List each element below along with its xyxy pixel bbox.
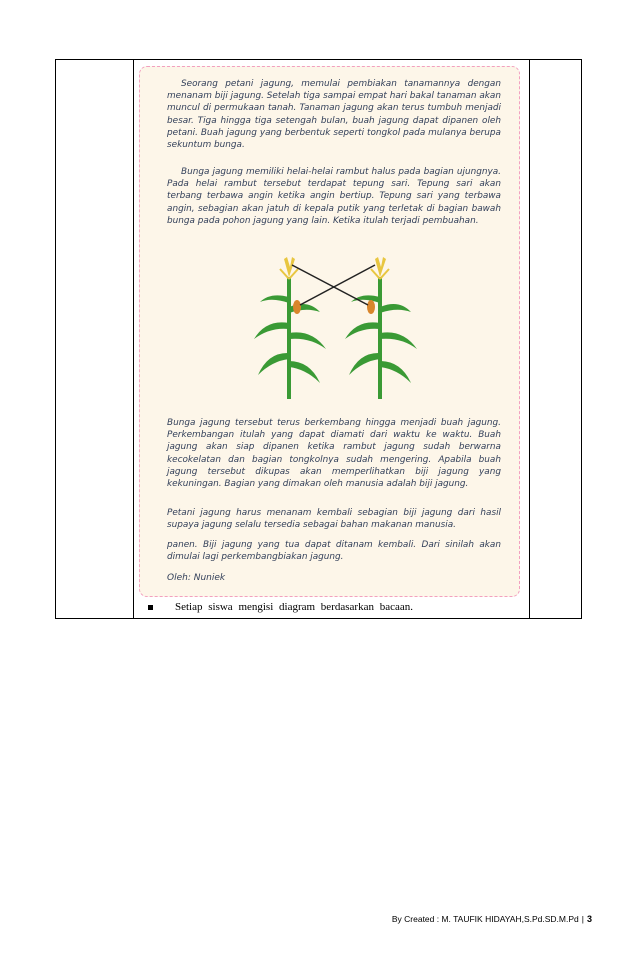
- page-footer: [392, 914, 592, 924]
- corn-plants-illustration: [240, 257, 425, 399]
- author-credit: Oleh: Nuniek: [167, 573, 226, 583]
- corn-plant-left: [254, 257, 326, 399]
- reading-excerpt: [139, 66, 520, 597]
- paragraph-5: panen. Biji jagung yang tua dapat ditanam kembali. Dari sinilah akan dimulai lagi perkembangbiakan jagung.: [167, 540, 501, 563]
- page-number: 3: [586, 914, 592, 924]
- paragraph-3: Bunga jagung tersebut terus berkembang hingga menjadi buah jagung. Perkembangan itulah yang dapat diamati dari waktu ke waktu. Buah jagung akan siap dipanen ketika rambut jagung sudah berwarna kecokelatan dan bagian tongkolnya sudah mengering. Apabila buah jagung tersebut dikupas akan memperlihatkan biji jagung yang kekuningan. Bagian yang dimakan oleh manusia adalah biji jagung.: [167, 418, 501, 490]
- column-divider: [133, 60, 134, 618]
- paragraph-4: Petani jagung harus menanam kembali sebagian biji jagung dari hasil supaya jagung selalu tersedia sebagai bahan makanan manusia.: [167, 508, 501, 531]
- corn-plant-right: [345, 257, 417, 399]
- pollen-arrow: [292, 265, 368, 305]
- paragraph-1: Seorang petani jagung, memulai pembiakan tanamannya dengan menanam biji jagung. Setelah tiga sampai empat hari bakal tanaman akan muncul di permukaan tanah. Tanaman jagung akan terus tumbuh menjadi besar. Tiga hingga tiga setengah bulan, buah jagung dapat dipanen oleh petani. Buah jagung yang berbentuk seperti tongkol pada mulanya berupa sekuntum bunga.: [167, 79, 501, 151]
- footer-credit: By Created : M. TAUFIK HIDAYAH,S.Pd.SD.M.Pd: [391, 914, 579, 924]
- column-divider: [529, 60, 530, 618]
- paragraph-2: Bunga jagung memiliki helai-helai rambut halus pada bagian ujungnya. Pada helai rambut tersebut terdapat tepung sari. Tepung sari akan terbang terbawa angin ketika angin bertiup. Tepung sari yang terbawa angin, sebagian akan jatuh di kepala putik yang terletak di bagian bawah bunga pada pohon jagung yang lain. Ketika itulah terjadi pembuahan.: [167, 167, 501, 226]
- square-bullet-icon: [148, 605, 153, 610]
- instruction-text: Setiap siswa mengisi diagram berdasarkan bacaan.: [175, 601, 413, 613]
- footer-separator: |: [581, 914, 584, 924]
